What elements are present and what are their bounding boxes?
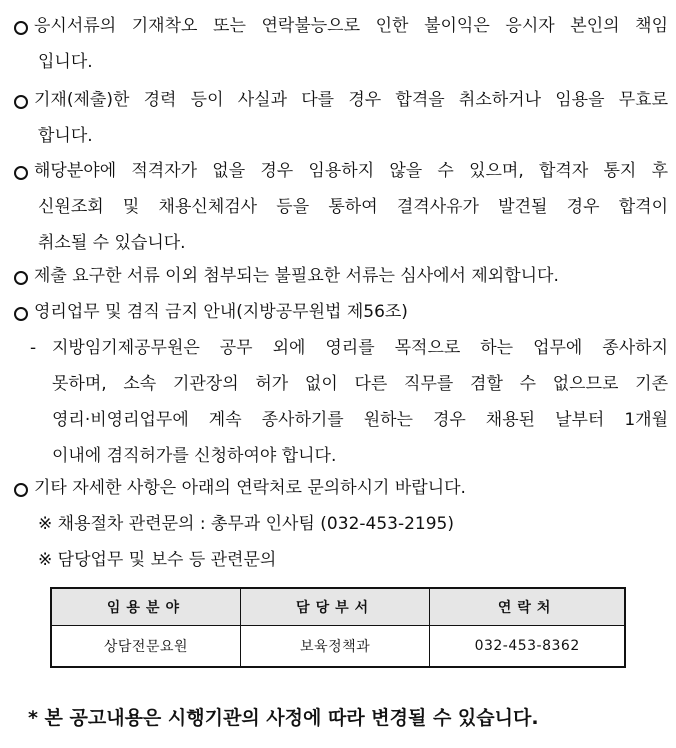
- paragraph-line: 신원조회 및 채용신체검사 등을 통하여 결격사유가 발견될 경우 합격이: [38, 197, 668, 217]
- circle-bullet-icon: [14, 271, 28, 285]
- notice-item-no-qualified: [8, 153, 668, 261]
- paragraph-line: 합니다.: [38, 126, 93, 146]
- notice-item-liability: [8, 8, 668, 80]
- table-row: [51, 626, 625, 668]
- paragraph-line: 못하며, 소속 기관장의 허가 없이 다른 직무를 겸할 수 없으므로 기존: [52, 374, 668, 394]
- dash-bullet: -: [30, 338, 37, 358]
- notice-item-false-record: [8, 82, 668, 154]
- table-header-contact: 연락처: [430, 588, 625, 626]
- notice-item-side-job: [8, 294, 668, 474]
- notice-item-extra-documents: [8, 258, 668, 294]
- footer-notice: * 본 공고내용은 시행기관의 사정에 따라 변경될 수 있습니다.: [28, 707, 539, 729]
- paragraph-line: 제출 요구한 서류 이외 첨부되는 불필요한 서류는 심사에서 제외합니다.: [34, 266, 559, 286]
- paragraph-line: 지방임기제공무원은 공무 외에 영리를 목적으로 하는 업무에 종사하지: [52, 338, 668, 358]
- paragraph-line: 기타 자세한 사항은 아래의 연락처로 문의하시기 바랍니다.: [34, 478, 466, 498]
- table-cell-department: 보육정책과: [240, 626, 429, 668]
- table-cell-contact: 032-453-8362: [430, 626, 625, 668]
- paragraph-line: 취소될 수 있습니다.: [38, 233, 186, 253]
- circle-bullet-icon: [14, 21, 28, 35]
- notice-item-inquiry: [8, 470, 668, 578]
- paragraph-line: 입니다.: [38, 52, 93, 72]
- paragraph-line: 해당분야에 적격자가 없을 경우 임용하지 않을 수 있으며, 합격자 통지 후: [34, 161, 668, 181]
- table-header-department: 담당부서: [240, 588, 429, 626]
- paragraph-line: 기재(제출)한 경력 등이 사실과 다를 경우 합격을 취소하거나 임용을 무효로: [34, 90, 668, 110]
- table-header-field: 임용분야: [51, 588, 240, 626]
- circle-bullet-icon: [14, 483, 28, 497]
- paragraph-line: 영리·비영리업무에 계속 종사하기를 원하는 경우 채용된 날부터 1개월: [52, 410, 668, 430]
- paragraph-line: 응시서류의 기재착오 또는 연락불능으로 인한 불이익은 응시자 본인의 책임: [34, 16, 668, 36]
- circle-bullet-icon: [14, 307, 28, 321]
- table-cell-field: 상담전문요원: [51, 626, 240, 668]
- paragraph-line: 이내에 겸직허가를 신청하여야 합니다.: [52, 446, 337, 466]
- paragraph-line: 영리업무 및 겸직 금지 안내(지방공무원법 제56조): [34, 302, 408, 322]
- inquiry-note-hr: ※ 채용절차 관련문의 : 총무과 인사팀 (032-453-2195): [38, 514, 454, 534]
- inquiry-note-duties: ※ 담당업무 및 보수 등 관련문의: [38, 550, 277, 570]
- table-header-row: [51, 588, 625, 626]
- contact-table: [50, 587, 626, 668]
- circle-bullet-icon: [14, 95, 28, 109]
- circle-bullet-icon: [14, 166, 28, 180]
